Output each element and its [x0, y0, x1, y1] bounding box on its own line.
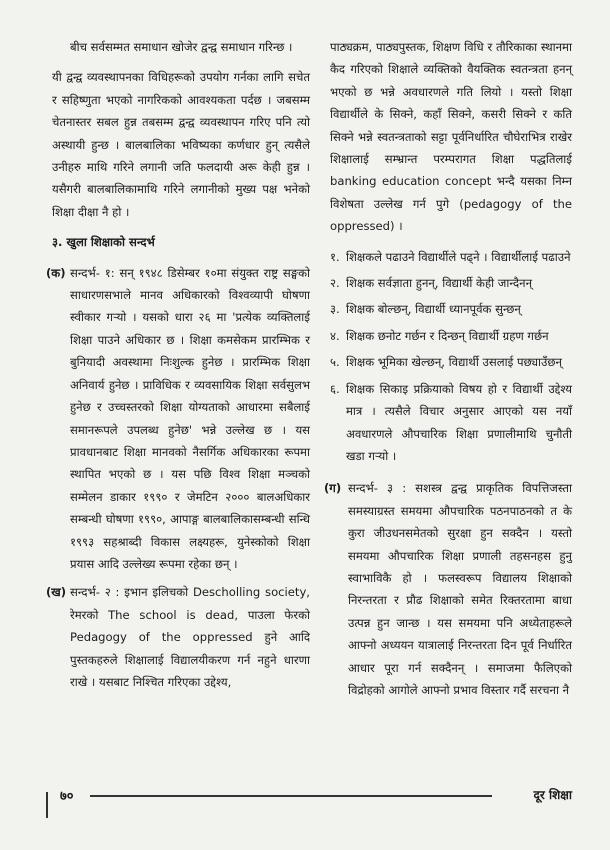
list-number: २.: [330, 276, 340, 291]
list-text: शिक्षक सर्वज्ञाता हुनन्, विद्यार्थी केही जान्दैनन्: [346, 276, 533, 291]
section-text: सन्दर्भ- २ : इभान इलिचको Descholling society, रेमरको The school is dead, पाउला फेरको Pedagogy of the oppressed हुने आदि पुस्तकहरुले शिक्षालाई विद्यालयीकरण गर्न नहुने धारणा राखे । यसबाट निश्चित गरिएका उद्देश्य,: [70, 585, 310, 689]
page-number: ७०: [60, 789, 74, 804]
footer-corner-bar: [46, 792, 48, 818]
paragraph: बीच सर्वसम्मत समाधान खोजेर द्वन्द्व समाधान गरिन्छ ।: [70, 40, 293, 54]
section-1: [46, 262, 310, 576]
right-column: [324, 36, 572, 707]
paragraph: यी द्वन्द्व व्यवस्थापनका विधिहरूको उपयोग गर्नका लागि सचेत र सहिष्णुता भएको नागरिकको आवश्यकता पर्दछ । जबसम्म चेतनास्तर सबल हुन्न तबसम्म द्वन्द्व व्यवस्थापन गरिए पनि त्यो अस्थायी हुन्छ । बालबालिका भविष्यका कर्णधार हुन् त्यसैले उनीहरु माथि गरिने लगानी जति फलदायी अरू केही हुन्न । यसैगरी बालबालिकामाथि गरिने लगानीको मुख्य पक्ष भनेको शिक्षा दीक्षा नै हो ।: [52, 70, 310, 219]
section-3: [324, 477, 572, 701]
list-number: ५.: [330, 355, 340, 370]
feature-list: [330, 246, 572, 468]
journal-name: दूर शिक्षा: [533, 788, 572, 802]
list-text: शिक्षक बोल्छन्, विद्यार्थी ध्यानपूर्वक सुन्छन्: [346, 302, 521, 317]
section-label: (क): [46, 265, 66, 280]
section-label: (ग): [324, 481, 342, 496]
page-footer: [46, 786, 572, 816]
list-item: [330, 325, 572, 347]
section-label: (ख): [46, 585, 67, 600]
list-item: [330, 351, 572, 373]
list-text: शिक्षकले पढाउने विद्यार्थीले पढ्ने । विद्यार्थीलाई पढाउने: [346, 249, 571, 264]
list-number: ४.: [330, 328, 340, 343]
list-item: [330, 272, 572, 294]
left-column: [46, 36, 310, 699]
list-item: [330, 246, 572, 268]
section-text: सन्दर्भ- ३ : सशस्त्र द्वन्द्व प्राकृतिक विपत्तिजस्ता समस्याग्रस्त समयमा औपचारिक पठनपाठनको त के कुरा जीउधनसमेतको सुरक्षा हुन सक्दैन । यस्तो समयमा औपचारिक शिक्षा प्रणाली तहसनहस हुनु स्वाभाविकै हो । फलस्वरूप विद्यालय शिक्षाको निरन्तरता र प्रौढ शिक्षाको समेत रिक्तरतामा बाधा उत्पन्न हुन जान्छ । यस समयमा पनि अध्येताहरूले आफ्नो अध्ययन यात्रालाई निरन्तरता दिन पूर्व निर्धारित आधार पूरा गर्न सक्दैनन् । समाजमा फैलिएको विद्रोहको आगोले आफ्नो प्रभाव विस्तार गर्दै सरचना नै: [348, 481, 572, 697]
paragraph: पाठ्यक्रम, पाठ्यपुस्तक, शिक्षण विधि र तौरिकाका स्थानमा कैद गरिएको शिक्षाले व्यक्तिको वैयक्तिक स्वतन्त्रता हनन् भएको छ भन्ने अवधारणले गति लियो । यस्तो शिक्षा विद्यार्थीले के सिक्ने, कहाँ सिक्ने, कसरी सिक्ने र कति सिक्ने भन्ने स्वतन्त्रताको सट्टा पूर्वनिर्धारित चौघेराभित्र राखेर शिक्षालाई सम्भ्रान्त परम्परागत शिक्षा पद्धतिलाई banking education concept भन्दै यसका निम्न विशेषता उल्लेख गर्न पुगे (pedagogy of the oppressed) ।: [330, 40, 572, 234]
list-text: शिक्षक भूमिका खेल्छन्, विद्यार्थी उसलाई पछ्याउँछन्: [346, 355, 562, 370]
list-number: १.: [330, 249, 340, 264]
list-number: ३.: [330, 302, 340, 317]
list-item: [330, 378, 572, 468]
list-item: [330, 298, 572, 320]
section-2: [46, 581, 310, 693]
list-number: ६.: [330, 381, 340, 396]
section-heading: ३. खुला शिक्षाको सन्दर्भ: [52, 235, 155, 250]
list-text: शिक्षक छनोट गर्छन र दिन्छन् विद्यार्थी ग्रहण गर्छन: [346, 328, 549, 343]
section-text: सन्दर्भ- १: सन् १९४८ डिसेम्बर १०मा संयुक्त राष्ट्र सङ्घको साधारणसभाले मानव अधिकारको विश्वव्यापी घोषणा स्वीकार गऱ्यो । यसको धारा २६ मा 'प्रत्येक व्यक्तिलाई शिक्षा पाउने अधिकार छ । शिक्षा कमसेकम प्रारम्भिक र बुनियादी अवस्थामा निःशुल्क हुनेछ । प्रारम्भिक शिक्षा अनिवार्य हुनेछ । प्राविधिक र व्यवसायिक शिक्षा सर्वसुलभ हुनेछ र उच्चस्तरको शिक्षा योग्यताको आधारमा सबैलाई समानरूपले उपलब्ध हुनेछ' भन्ने उल्लेख छ । यस प्रावधानबाट शिक्षा मानवको नैसर्गिक अधिकारका रूपमा स्थापित भएको छ । यस पछि विश्व शिक्षा मञ्चको सम्मेलन डाकार १९९० र जेमटिन २००० बालअधिकार सम्बन्धी घोषणा १९९०, आपाङ्ग बालबालिकासम्बन्धी सन्धि १९९३ सहश्राब्दी विकास लक्ष्यहरू, युनेस्कोको शिक्षा प्रयास आदि उल्लेख्य रूपमा रहेका छन् ।: [70, 265, 310, 571]
list-text: शिक्षक सिकाइ प्रक्रियाको विषय हो र विद्यार्थी उद्देश्य मात्र । त्यसैले विचार अनुसार आएको यस नयाँ अवधारणले औपचारिक शिक्षा प्रणालीमाथि चुनौती खडा गऱ्यो ।: [346, 381, 572, 463]
footer-rule: [90, 795, 492, 797]
